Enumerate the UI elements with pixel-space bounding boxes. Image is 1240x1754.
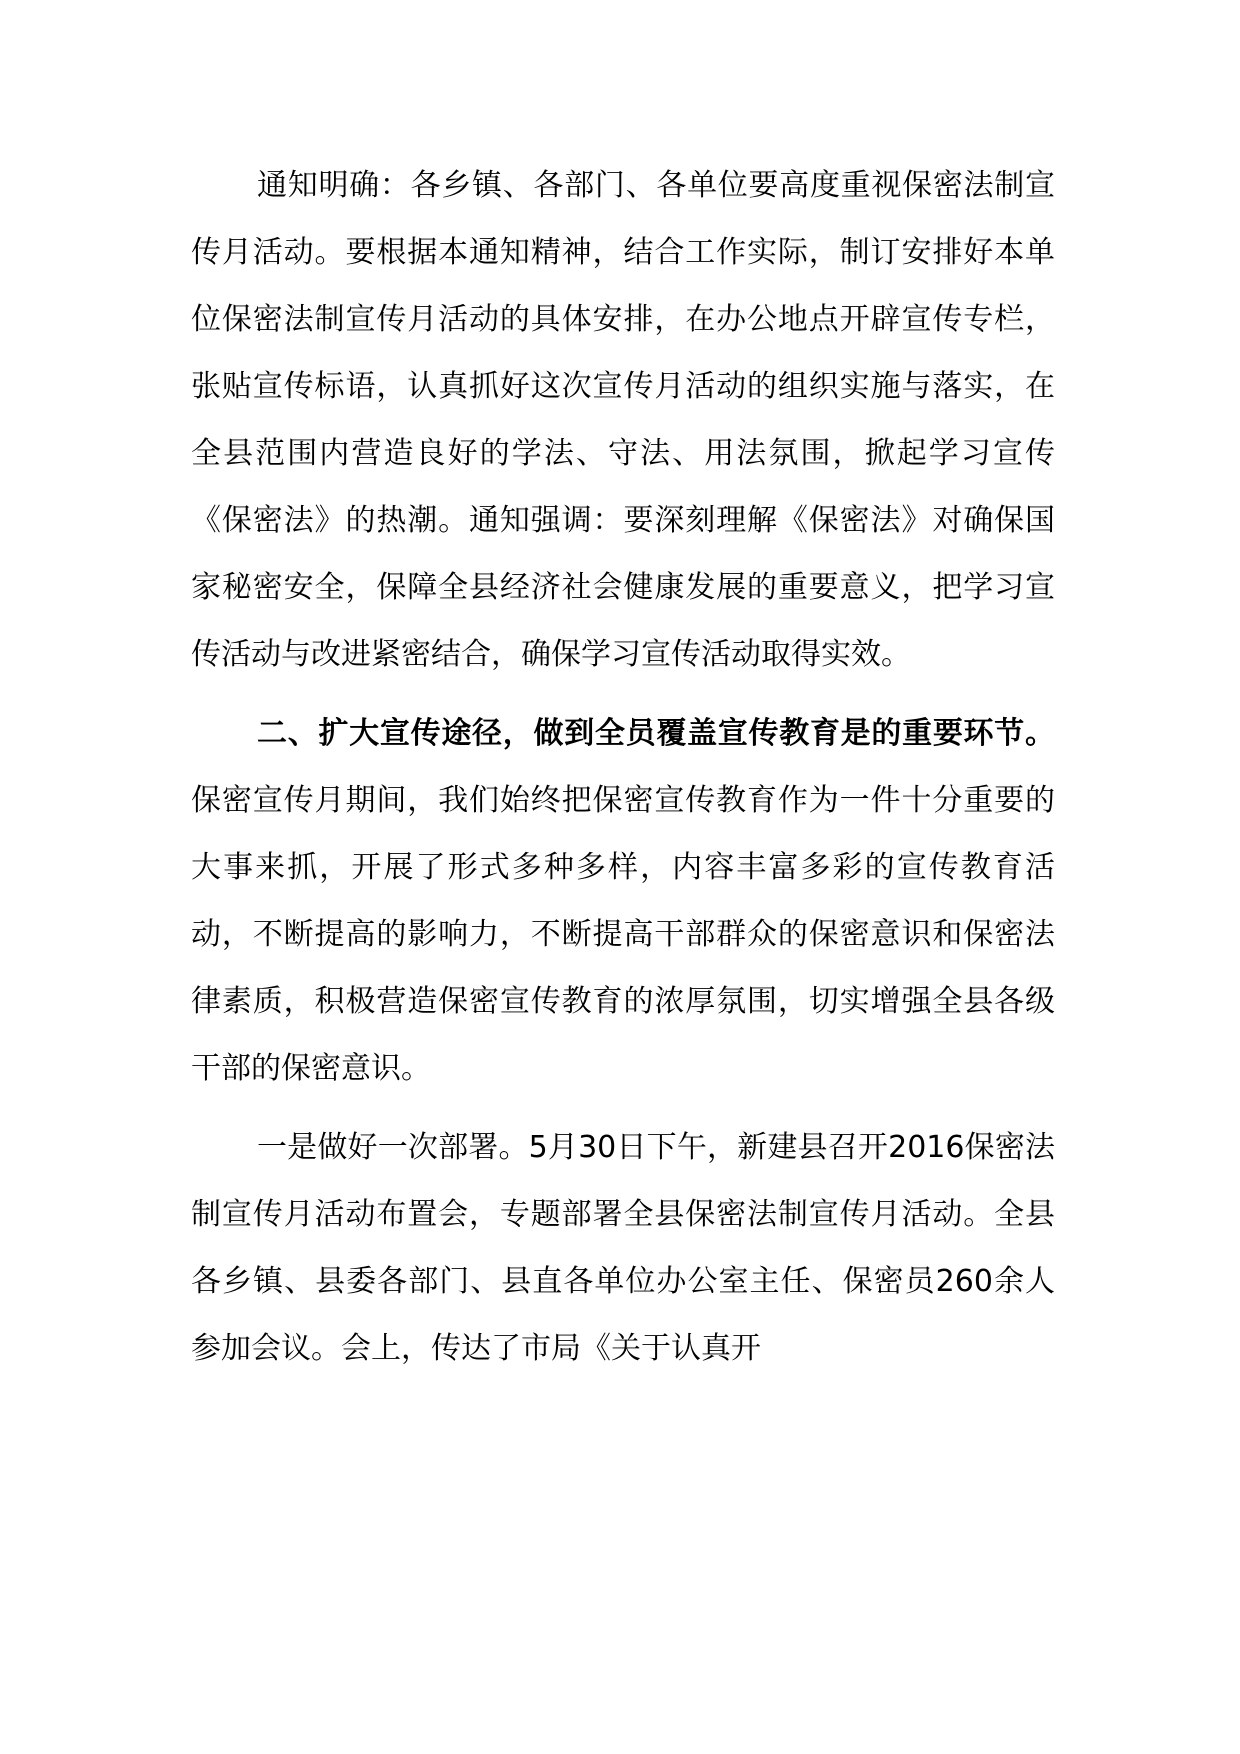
section-two-heading: 二、扩大宣传途径，做到全员覆盖宣传教育是的重要环节。 xyxy=(257,716,1055,751)
paragraph-deployment xyxy=(191,1114,1055,1382)
paragraph-deployment-text: 一是做好一次部署。5月30日下午，新建县召开2016保密法制宣传月活动布置会，专题部署全县保密法制宣传月活动。全县各乡镇、县委各部门、县直各单位办公室主任、保密员260余人参加会议。会上，传达了市局《关于认真开 xyxy=(191,1130,1055,1366)
paragraph-notice xyxy=(191,152,1055,688)
paragraph-section-two xyxy=(191,700,1055,1102)
paragraph-notice-text: 通知明确：各乡镇、各部门、各单位要高度重视保密法制宣传月活动。要根据本通知精神，结合工作实际，制订安排好本单位保密法制宣传月活动的具体安排，在办公地点开辟宣传专栏，张贴宣传标语，认真抓好这次宣传月活动的组织实施与落实，在全县范围内营造良好的学法、守法、用法氛围，掀起学习宣传《保密法》的热潮。通知强调：要深刻理解《保密法》对确保国家秘密安全，保障全县经济社会健康发展的重要意义，把学习宣传活动与改进紧密结合，确保学习宣传活动取得实效。 xyxy=(191,168,1055,672)
document-body xyxy=(191,152,1055,1382)
paragraph-section-two-text: 保密宣传月期间，我们始终把保密宣传教育作为一件十分重要的大事来抓，开展了形式多种多样，内容丰富多彩的宣传教育活动，不断提高的影响力，不断提高干部群众的保密意识和保密法律素质，积极营造保密宣传教育的浓厚氛围，切实增强全县各级干部的保密意识。 xyxy=(191,783,1055,1086)
